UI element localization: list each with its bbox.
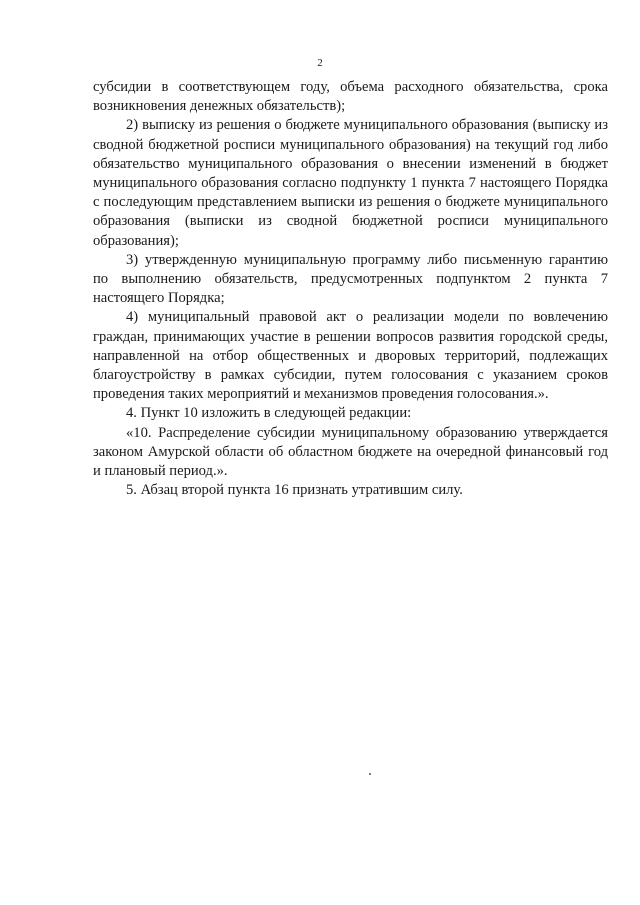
amendment-item-4-quote: «10. Распределение субсидии муниципальному образованию утверждается законом Амурской области об областном бюджете на очередной финансовый год и плановый период.». [93,424,608,480]
list-item-2: 2) выписку из решения о бюджете муниципального образования (выписку из сводной бюджетной росписи муниципального образования) на текущий год либо обязательство муниципального образования о внесении изменений в бюджет муниципального образования согласно подпункту 1 пункта 7 настоящего Порядка с последующим представлением выписки из решения о бюджете муниципального образования (выписки из сводной бюджетной росписи муниципального образования); [93,117,608,249]
paragraph-continuation: субсидии в соответствующем году, объема расходного обязательства, срока возникновения денежных обязательств); [93,79,608,115]
list-item-3: 3) утвержденную муниципальную программу либо письменную гарантию по выполнению обязательств, предусмотренных подпунктом 2 пункта 7 настоящего Порядка; [93,251,608,307]
list-item-4: 4) муниципальный правовой акт о реализации модели по вовлечению граждан, принимающих участие в решении вопросов развития городской среды, направленной на отбор общественных и дворовых территорий, подлежащих благоустройству в рамках субсидии, путем голосования с указанием сроков проведения таких мероприятий и механизмов проведения голосования.». [93,309,608,403]
document-body [93,78,608,500]
amendment-item-5: 5. Абзац второй пункта 16 признать утратившим силу. [126,482,463,499]
page-number: 2 [317,57,323,69]
scan-speck [369,773,371,775]
amendment-item-4: 4. Пункт 10 изложить в следующей редакции: [126,405,412,422]
